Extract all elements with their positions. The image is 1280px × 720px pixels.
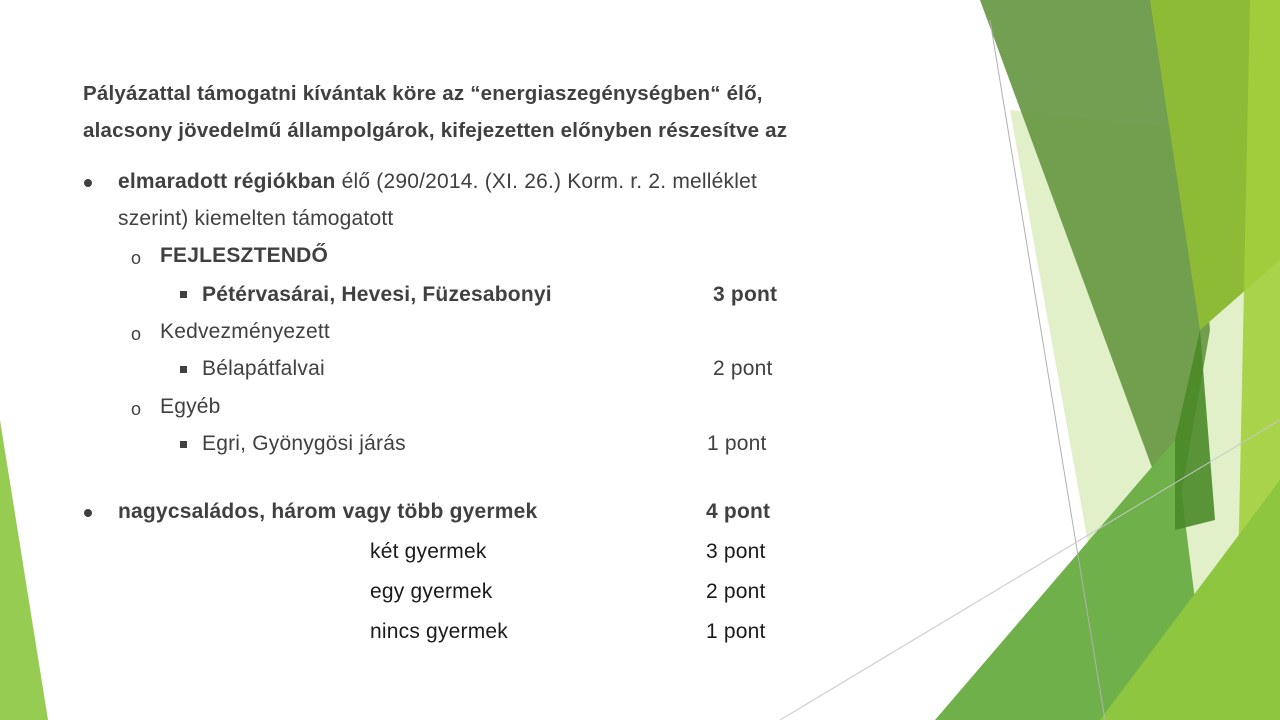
- circle-bullet-1: o: [131, 248, 142, 268]
- row-nincs-gyermek-label: nincs gyermek: [370, 620, 508, 643]
- row-ket-gyermek-label: két gyermek: [370, 540, 487, 563]
- bullet-dot-1: [84, 179, 92, 187]
- sub2-label: Kedvezményezett: [160, 320, 330, 343]
- square-bullet-2: [180, 366, 187, 373]
- left-green-sliver: [0, 420, 48, 720]
- bullet2-points: 4 pont: [706, 500, 771, 523]
- sub3-item-label: Egri, Gyönygösi járás: [202, 432, 406, 455]
- sub1-label: FEJLESZTENDŐ: [160, 244, 329, 267]
- row-egy-gyermek-label: egy gyermek: [370, 580, 493, 603]
- square-bullet-3: [180, 441, 187, 448]
- square-bullet-1: [180, 291, 187, 298]
- bullet1-line2: szerint) kiemelten támogatott: [118, 207, 394, 230]
- row-nincs-gyermek-points: 1 pont: [706, 620, 766, 643]
- sub2-item-points: 2 pont: [713, 357, 773, 380]
- bullet-dot-2: [84, 509, 92, 517]
- intro-line-1: Pályázattal támogatni kívántak köre az “energiaszegénységben“ élő,: [83, 82, 763, 105]
- sub1-item-points: 3 pont: [713, 283, 778, 306]
- sub2-item-label: Bélapátfalvai: [202, 357, 325, 380]
- bullet2-label: nagycsaládos, három vagy több gyermek: [118, 500, 538, 523]
- bullet1-bold: elmaradott régiókban: [118, 170, 336, 193]
- sub3-label: Egyéb: [160, 395, 221, 418]
- bullet1-rest: élő (290/2014. (XI. 26.) Korm. r. 2. melléklet: [335, 170, 757, 193]
- circle-bullet-2: o: [131, 324, 142, 344]
- sub1-item-label: Pétérvasárai, Hevesi, Füzesabonyi: [202, 283, 552, 306]
- row-egy-gyermek-points: 2 pont: [706, 580, 766, 603]
- bullet1-line1: [118, 167, 757, 197]
- sub3-item-points: 1 pont: [707, 432, 767, 455]
- row-ket-gyermek-points: 3 pont: [706, 540, 766, 563]
- intro-line-2: alacsony jövedelmű állampolgárok, kifejezetten előnyben részesítve az: [83, 119, 788, 142]
- circle-bullet-3: o: [131, 399, 142, 419]
